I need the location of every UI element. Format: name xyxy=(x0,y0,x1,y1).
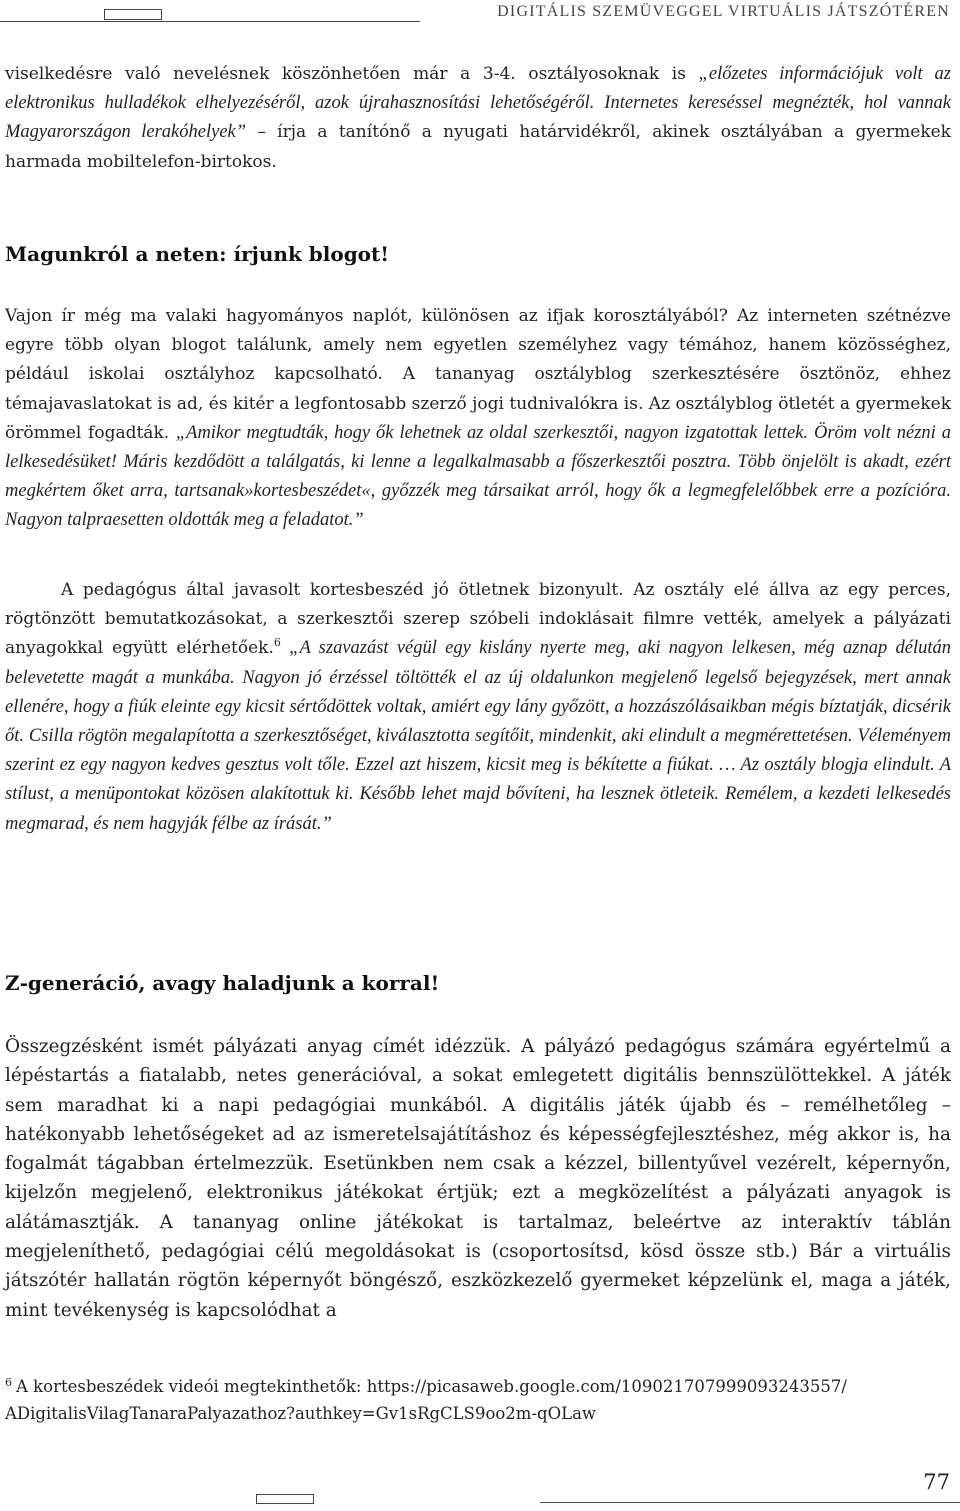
intro-quote: „előzetes információjuk volt az elektronikus hulladékok elhelyezéséről, azok újrahasznosítási lehetőségéről. Internetes kereséssel megnézték, hol vannak Magyarországon lerakóhelyek” xyxy=(5,64,951,143)
section-heading-blog: Magunkról a neten: írjunk blogot! xyxy=(5,242,390,266)
footnote-text: A kortesbeszédek videói megtekinthetők: https://picasaweb.google.com/109021707999093243557/ ADigitalisVilagTanaraPalyazathoz?authkey=Gv1sRgCLS9oo2m-qOLaw xyxy=(5,1377,847,1423)
blog-quote-2: „A szavazást végül egy kislány nyerte meg, aki nagyon lelkesen, még aznap délután belevetette magát a munkába. Nagyon jó érzéssel töltötték el az új oldalunkon megjelenő legelső bejegyzések, mert annak ellenére, hogy a fiúk eleinte egy kicsit sértődöttek voltak, amiért egy lány győzött, a hozzászólásaikban mégis bíztatják, dicsérik őt. Csilla rögtön megalapította a szerkesztőséget, kiválasztotta segítőit, mindenkit, aki elindult a megmérettetésen. Véleményem szerint ez egy nagyon kedves gesztus volt tőle. Ezzel azt hiszem, kicsit meg is békítette a fiúkat. … Az osztály blogja elindult. A stílust, a menüpontokat közösen alakítottuk ki. Később lehet majd bővíteni, ha lesznek ötleteik. Remélem, a kezdeti lelkesedés megmarad, és nem hagyják félbe az írását.” xyxy=(5,638,952,834)
page-number: 77 xyxy=(923,1470,950,1494)
footer-rule xyxy=(540,1502,960,1503)
blog-text: Vajon ír még ma valaki hagyományos naplót, különösen az ifjak korosztályából? Az interneten szétnézve egyre több olyan blogot találunk, amely nem egyetlen személyhez vagy témához, hanem közösséghez, például iskolai osztályhoz kapcsolható. A tananyag osztályblog szerkesztésére ösztönöz, ehhez témajavaslatokat is ad, és kitér a legfontosabb szerző jogi tudnivalókra is. Az osztályblog ötletét a gyermekek örömmel fogadták. xyxy=(5,306,951,443)
running-header-title: DIGITÁLIS SZEMÜVEGGEL VIRTUÁLIS JÁTSZÓTÉREN xyxy=(497,3,950,20)
blog-text-2: A pedagógus által javasolt kortesbeszéd jó ötletnek bizonyult. Az osztály elé állva az egy perces, rögtönzött bemutatkozásokat, a szerkesztői szerep szóbeli indoklásait filmre vették, amelyek a pályázati anyagokkal együtt elérhetőek. xyxy=(5,580,951,659)
footnote xyxy=(5,1369,951,1427)
blog-quote: „Amikor megtudták, hogy ők lehetnek az oldal szerkesztői, nagyon izgatottak lettek. Öröm volt nézni a lelkesedésüket! Máris kezdődött a találgatás, ki lenne a legalkalmasabb a főszerkesztői posztra. Több önjelölt is akadt, ezért megkértem őket arra, tartsanak»kortesbeszédet«, győzzék meg társaikat arról, hogy ők a legmegfelelőbbek erre a pozícióra. Nagyon talpraesetten oldották meg a feladatot.” xyxy=(5,422,951,531)
z-generation-text: Összegzésként ismét pályázati anyag címét idézzük. A pályázó pedagógus számára egyértelmű a lépéstartás a fiatalabb, netes generációval, a sokat emlegetett digitális bennszülöttekkel. A játék sem maradhat ki a napi pedagógiai munkából. A digitális játék újabb és – remélhetőleg – hatékonyabb lehetőségeket ad az ismeretelsajátításhoz és képességfejlesztéshez, még akkor is, ha fogalmát tágabban értelmezzük. Esetünkben nem csak a kézzel, billentyűvel vezérelt, képernyőn, kijelzőn megjelenő, elektronikus játékokat értjük; ezt a megközelítést a pályázati anyagok is alátámasztják. A tananyag online játékokat is tartalmaz, beleértve az interaktív táblán megjeleníthető, pedagógiai célú megoldásokat is (csoportosítsd, kösd össze stb.) Bár a virtuális játszótér hallatán rögtön képernyőt böngésző, eszközkezelő gyermeket képzelünk el, maga a játék, mint tevékenység is kapcsolódhat a xyxy=(5,1036,951,1321)
footnote-reference: 6 xyxy=(273,636,281,650)
blog-paragraph-1 xyxy=(5,302,951,536)
z-generation-paragraph xyxy=(5,1032,951,1325)
footnote-number: 6 xyxy=(5,1376,12,1389)
intro-paragraph xyxy=(5,60,951,177)
blog-paragraph-2 xyxy=(5,576,951,839)
section-heading-z-generation: Z-generáció, avagy haladjunk a korral! xyxy=(5,971,440,995)
header-ornament-box xyxy=(104,9,162,20)
header-rule xyxy=(0,21,420,22)
intro-text: viselkedésre való nevelésnek köszönhetően már a 3-4. osztályosoknak is xyxy=(5,64,699,84)
footer-ornament-box xyxy=(256,1494,314,1504)
intro-text-end: – írja a tanítónő a nyugati határvidékről, akinek osztályában a gyermekek harmada mobiltelefon-birtokos. xyxy=(5,122,951,172)
